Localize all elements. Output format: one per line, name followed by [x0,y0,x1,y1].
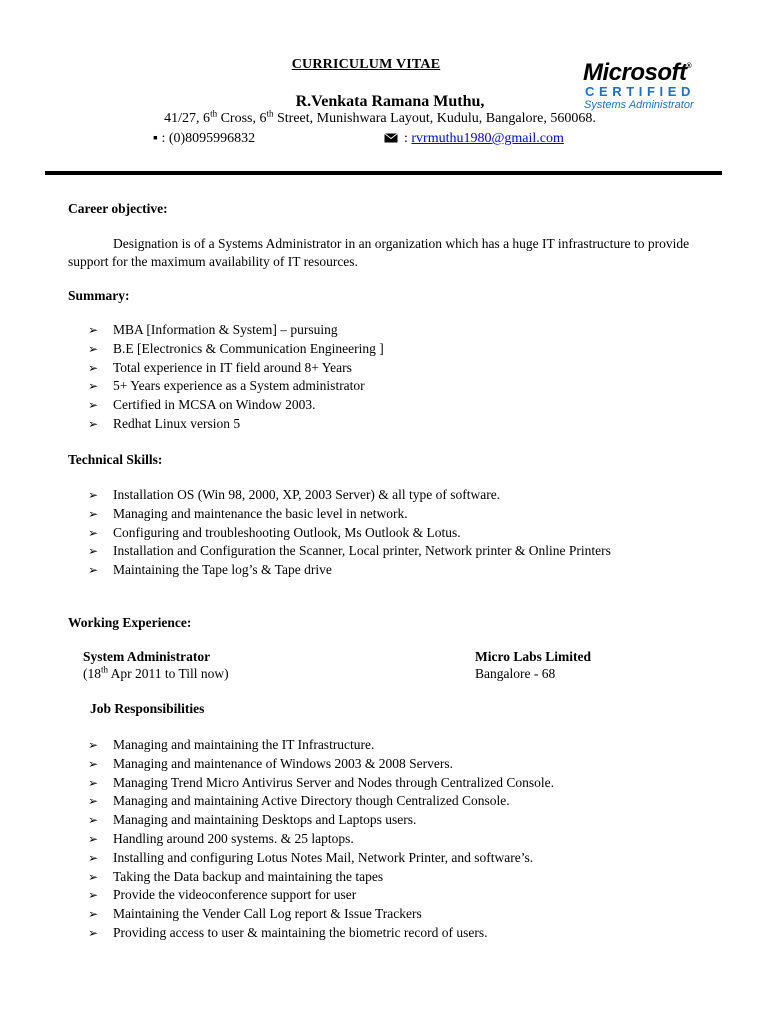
list-item-text: Maintaining the Tape log’s & Tape drive [113,562,332,578]
list-item [88,524,728,543]
list-item [88,359,728,378]
list-item-text: Installation and Configuration the Scanner, Local printer, Network printer & Online Printers [113,543,611,559]
list-item [88,340,728,359]
list-item [88,486,728,505]
list-item-text: B.E [Electronics & Communication Engineering ] [113,340,384,356]
address: 41/27, 6th Cross, 6th Street, Munishwara Layout, Kudulu, Bangalore, 560068. [164,108,596,126]
list-item-text: Taking the Data backup and maintaining the tapes [113,868,384,884]
arrow-bullet-icon: ➢ [88,831,99,846]
list-item-text: Installing and configuring Lotus Notes Mail, Network Printer, and software’s. [113,849,534,865]
document-title: CURRICULUM VITAE [291,57,441,72]
company-name: Micro Labs Limited [475,649,591,664]
career-objective-heading: Career objective: [68,201,168,216]
list-item [88,505,728,524]
arrow-bullet-icon: ➢ [88,738,99,752]
arrow-bullet-icon: ➢ [88,506,99,521]
list-item-text: Managing and maintaining Desktops and Laptops users. [113,812,417,828]
envelope-icon [384,132,398,148]
candidate-name: R.Venkata Ramana Muthu, [295,93,485,110]
summary-list [88,321,728,434]
working-experience-heading: Working Experience: [68,615,192,630]
list-item [88,561,728,580]
list-item-text: Handling around 200 systems. & 25 laptops. [113,830,354,846]
list-item-text: MBA [Information & System] – pursuing [113,322,338,337]
list-item [88,415,728,434]
list-item-text: 5+ Years experience as a System administrator [113,378,365,394]
arrow-bullet-icon: ➢ [88,341,99,356]
list-item-text: Provide the videoconference support for user [113,887,357,903]
list-item [88,886,728,905]
list-item [88,868,728,887]
list-item-text: Managing and maintenance the basic level in network. [113,505,408,521]
technical-skills-heading: Technical Skills: [68,452,163,467]
list-item [88,321,728,340]
list-item [88,736,728,755]
arrow-bullet-icon: ➢ [88,925,99,940]
arrow-bullet-icon: ➢ [88,869,99,884]
list-item [88,811,728,830]
arrow-bullet-icon: ➢ [88,907,99,922]
list-item-text: Redhat Linux version 5 [113,415,241,431]
arrow-bullet-icon: ➢ [88,888,99,903]
list-item-text: Managing and maintaining the IT Infrastructure. [113,737,375,752]
arrow-bullet-icon: ➢ [88,398,99,413]
list-item [88,774,728,793]
arrow-bullet-icon: ➢ [88,563,99,578]
arrow-bullet-icon: ➢ [88,416,99,431]
list-item-text: Configuring and troubleshooting Outlook, Ms Outlook & Lotus. [113,524,461,540]
technical-skills-list [88,486,728,580]
list-item [88,396,728,415]
arrow-bullet-icon: ➢ [88,360,99,375]
list-item-text: Maintaining the Vender Call Log report & Issue Trackers [113,906,422,922]
phone-number: ▪ : (0)8095996832 [153,131,256,146]
list-item-text: Managing and maintaining Active Directory though Centralized Console. [113,793,510,809]
list-item-text: Providing access to user & maintaining the biometric record of users. [113,924,488,940]
arrow-bullet-icon: ➢ [88,544,99,559]
list-item [88,905,728,924]
list-item [88,377,728,396]
arrow-bullet-icon: ➢ [88,756,99,771]
job-responsibilities-list [88,736,728,943]
list-item [88,830,728,849]
list-item [88,755,728,774]
arrow-bullet-icon: ➢ [88,813,99,828]
arrow-bullet-icon: ➢ [88,488,99,502]
list-item [88,849,728,868]
job-role: System Administrator [83,649,211,664]
microsoft-certified-logo: Microsoft® CERTIFIED Systems Administrator [583,59,696,111]
list-item [88,542,728,561]
career-objective-text: Designation is of a Systems Administrator in an organization which has a huge IT infrastructure to provide support for the maximum availability of IT resources. [68,236,690,269]
list-item-text: Managing and maintenance of Windows 2003 & 2008 Servers. [113,755,454,771]
summary-heading: Summary: [68,288,130,303]
arrow-bullet-icon: ➢ [88,775,99,790]
list-item [88,792,728,811]
arrow-bullet-icon: ➢ [88,323,99,337]
arrow-bullet-icon: ➢ [88,379,99,394]
list-item-text: Total experience in IT field around 8+ Years [113,359,352,375]
header-divider [45,171,722,175]
email-link[interactable]: rvrmuthu1980@gmail.com [411,131,564,146]
arrow-bullet-icon: ➢ [88,794,99,809]
list-item-text: Installation OS (Win 98, 2000, XP, 2003 Server) & all type of software. [113,487,501,502]
arrow-bullet-icon: ➢ [88,525,99,540]
job-location: Bangalore - 68 [475,666,556,681]
job-responsibilities-heading: Job Responsibilities [90,701,205,716]
list-item-text: Managing Trend Micro Antivirus Server and Nodes through Centralized Console. [113,774,554,790]
arrow-bullet-icon: ➢ [88,850,99,865]
email-line: : rvrmuthu1980@gmail.com [384,131,564,148]
list-item [88,924,728,943]
list-item-text: Certified in MCSA on Window 2003. [113,397,316,413]
job-period: (18th Apr 2011 to Till now) [83,664,229,681]
